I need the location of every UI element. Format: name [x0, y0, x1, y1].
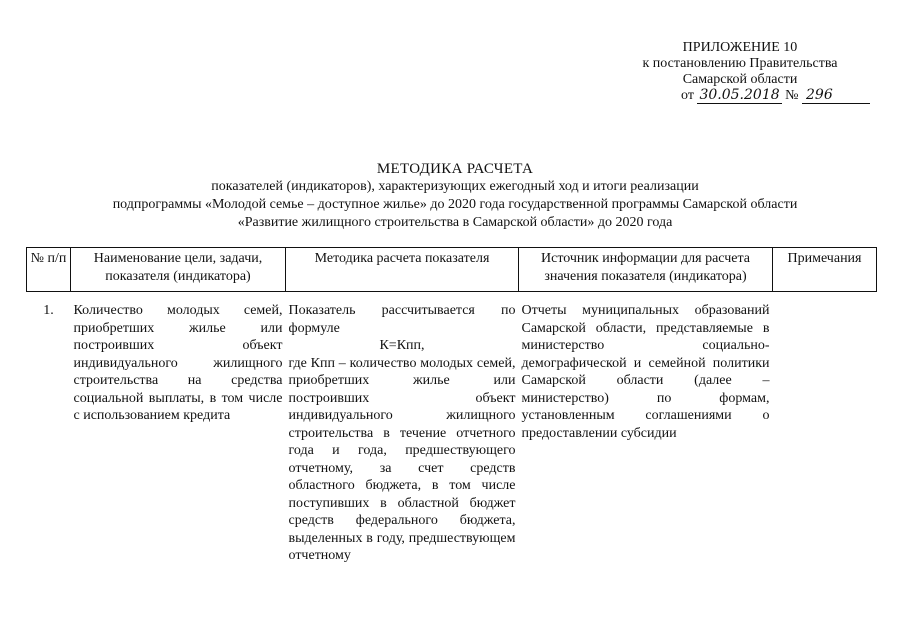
appendix-block	[610, 40, 870, 104]
indicators-table	[26, 247, 877, 565]
appendix-date-line	[610, 88, 870, 104]
table-header-row	[27, 248, 877, 292]
row-source: Отчеты муниципальных образований Самарской области, представляемые в министерство социально-демографической и семейной политики Самарской области (далее – министерство) по формам, установленным соглашениями о предоставлении субсидии	[521, 303, 770, 441]
appendix-region: Самарской области	[682, 72, 798, 87]
decree-number: 296	[802, 88, 870, 104]
method-formula: К=Кпп,	[379, 338, 425, 353]
method-intro: Показатель рассчитывается по формуле	[288, 303, 516, 336]
title-main: МЕТОДИКА РАСЧЕТА	[376, 161, 534, 177]
header-notes: Примечания	[773, 248, 877, 292]
appendix-title: ПРИЛОЖЕНИЕ 10	[682, 40, 798, 55]
header-source: Источник информации для расчета значения показателя (индикатора)	[519, 248, 773, 292]
row-num: 1.	[43, 303, 54, 318]
document-title	[30, 160, 880, 232]
number-prefix: №	[785, 88, 799, 103]
title-sub2: подпрограммы «Молодой семье – доступное жилье» до 2020 года государственной программы Самарской области	[112, 197, 798, 212]
header-method: Методика расчета показателя	[286, 248, 519, 292]
title-sub1: показателей (индикаторов), характеризующих ежегодный ход и итоги реализации	[211, 179, 699, 194]
row-method	[286, 292, 519, 565]
header-name: Наименование цели, задачи, показателя (индикатора)	[71, 248, 286, 292]
title-sub3: «Развитие жилищного строительства в Самарской области» до 2020 года	[237, 215, 673, 230]
header-num: № п/п	[27, 248, 71, 292]
row-note	[773, 292, 877, 565]
row-name: Количество молодых семей, приобретших жилье или построивших объект индивидуального жилищного строительства на средства социальной выплаты, в том числе с использованием кредита	[73, 303, 283, 423]
method-description: где Кпп – количество молодых семей, приобретших жилье или построивших объект индивидуального жилищного строительства в течение отчетного года и года, предшествующего отчетному, за счет средств областного бюджета, в том числе поступивших в областной бюджет средств федерального бюджета, выделенных в году, предшествующем отчетному	[288, 355, 516, 563]
decree-date: 30.05.2018	[699, 87, 780, 103]
date-prefix: от	[681, 88, 694, 103]
appendix-ref: к постановлению Правительства	[642, 56, 838, 71]
table-row	[27, 292, 877, 565]
